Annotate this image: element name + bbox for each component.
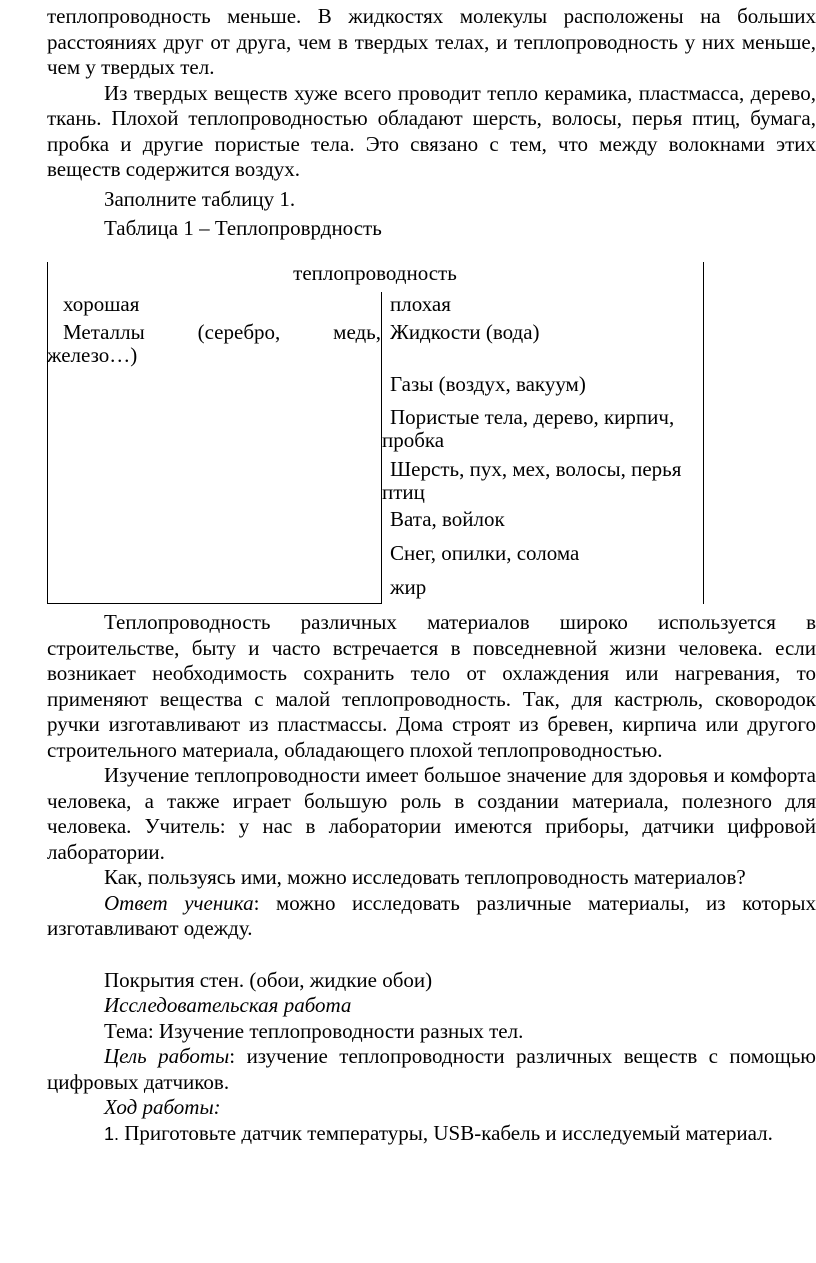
student-answer [47, 891, 816, 942]
bad-item-liquids: Жидкости (вода) [390, 320, 540, 344]
table-right-border [703, 262, 704, 604]
answer-text: : можно исследовать различные материалы, из которых изготавливают одежду. [47, 890, 816, 940]
table-caption: Таблица 1 – Теплопроврдность [104, 216, 382, 240]
goal-text: : изучение теплопроводности различных веществ с помощью цифровых датчиков. [47, 1044, 816, 1094]
topic: Тема: Изучение теплопроводности разных тел. [104, 1018, 524, 1043]
bad-item-porous: Пористые тела, дерево, кирпич, пробка [382, 405, 675, 452]
table-left-border [47, 262, 48, 604]
bad-item-gases: Газы (воздух, вакуум) [390, 372, 586, 396]
column-good-header: хорошая [63, 292, 140, 316]
bad-item-fat: жир [390, 575, 427, 599]
table-bottom-border [47, 603, 382, 604]
answer-label: Ответ ученика [104, 890, 254, 915]
text-block-top [47, 4, 816, 242]
step-1-number: 1. [104, 1123, 120, 1144]
goal-label: Цель работы [104, 1044, 230, 1068]
step-1 [47, 1121, 816, 1148]
goal [47, 1044, 816, 1095]
wall-coverings: Покрытия стен. (обои, жидкие обои) [104, 967, 433, 992]
text-block-bottom [47, 610, 816, 1147]
paragraph-usage: Теплопроводность различных материалов широко используется в строительстве, быту и часто встречается в повседневной жизни человека. если возникает необходимость сохранить тело от охлаждения или нагревания, то применяют вещества с малой теплопроводность. Так, для кастрюль, сковородок ручки изготавливают из пластмассы. Дома строят из бревен, кирпича или другого строительного материала, обладающего плохой теплопроводностью. [47, 610, 816, 762]
bad-item-snow: Снег, опилки, солома [390, 541, 580, 565]
bad-item-wool: Шерсть, пух, мех, волосы, перья птиц [382, 457, 682, 504]
column-bad-header: плохая [390, 292, 451, 316]
table-header: теплопроводность [293, 261, 457, 285]
procedure-title [47, 1095, 816, 1121]
good-item-metals: Металлы (серебро, медь, железо…) [47, 320, 381, 367]
question: Как, пользуясь ими, можно исследовать теплопроводность материалов? [104, 865, 746, 889]
paragraph-solids: Из твердых веществ хуже всего проводит тепло керамика, пластмасса, дерево, ткань. Плохой теплопроводностью обладают шерсть, волосы, перья птиц, бумага, пробка и другие пористые тела. Это связано с тем, что между волокнами этих веществ содержится воздух. [47, 80, 816, 181]
conductivity-table [47, 262, 705, 604]
step-1-text: Приготовьте датчик температуры, USB-кабель и исследуемый материал. [124, 1120, 773, 1145]
procedure-label: Ход работы: [104, 1095, 221, 1119]
paragraph-study: Изучение теплопроводности имеет большое значение для здоровья и комфорта человека, а также играет большую роль в создании материала, полезного для человека. Учитель: у нас в лаборатории имеются приборы, датчики цифровой лаборатории. [47, 763, 816, 864]
research-title [47, 993, 816, 1019]
bad-item-cotton: Вата, войлок [390, 507, 505, 531]
paragraph-continuation: теплопроводность меньше. В жидкостях молекулы расположены на больших расстояниях друг от друга, чем в твердых телах, и теплопроводность у них меньше, чем у твердых тел. [47, 4, 816, 79]
research-title-text: Исследовательская работа [104, 993, 352, 1017]
fill-instruction: Заполните таблицу 1. [104, 186, 296, 211]
